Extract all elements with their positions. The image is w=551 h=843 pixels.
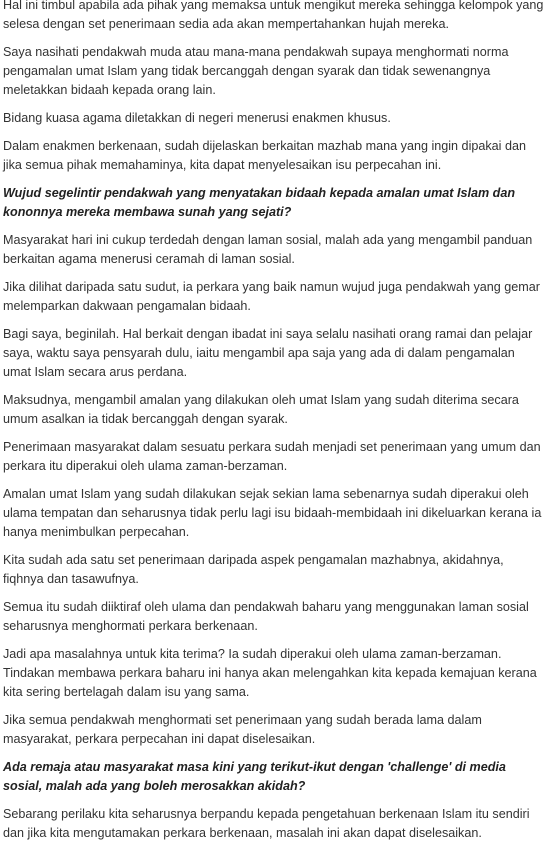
- paragraph: Bidang kuasa agama diletakkan di negeri menerusi enakmen khusus.: [3, 111, 391, 125]
- paragraph: Amalan umat Islam yang sudah dilakukan sejak sekian lama sebenarnya sudah diperakui oleh ulama tempatan dan seharusnya tidak perlu lagi isu bidaah-membidaah ini dikeluarkan kerana ia hanya menimbulkan perpecahan.: [3, 487, 542, 539]
- paragraph: Sebarang perilaku kita seharusnya berpandu kepada pengetahuan berkenaan Islam itu sendiri dan jika kita mengutamakan perkara berkenaan, masalah ini akan dapat diselesaikan.: [3, 807, 530, 840]
- paragraph: Jika semua pendakwah menghormati set penerimaan yang sudah berada lama dalam masyarakat, perkara perpecahan ini dapat diselesaikan.: [3, 713, 482, 746]
- interview-question: Wujud segelintir pendakwah yang menyatakan bidaah kepada amalan umat Islam dan kononnya mereka membawa sunah yang sejati?: [3, 186, 516, 219]
- paragraph: Jika dilihat daripada satu sudut, ia perkara yang baik namun wujud juga pendakwah yang gemar melemparkan dakwaan pengamalan bidaah.: [3, 280, 540, 313]
- paragraph: Kita sudah ada satu set penerimaan daripada aspek pengamalan mazhabnya, akidahnya, fiqhnya dan tasawufnya.: [3, 553, 504, 586]
- paragraph: Saya nasihati pendakwah muda atau mana-mana pendakwah supaya menghormati norma pengamalan umat Islam yang tidak bercanggah dengan syarak dan tidak sewenangnya meletakkan bidaah kepada orang lain.: [3, 45, 509, 97]
- paragraph: Dalam enakmen berkenaan, sudah dijelaskan berkaitan mazhab mana yang ingin dipakai dan jika semua pihak memahaminya, kita dapat menyelesaikan isu perpecahan ini.: [3, 139, 526, 172]
- paragraph: Jadi apa masalahnya untuk kita terima? Ia sudah diperakui oleh ulama zaman-berzaman. Tindakan membawa perkara baharu ini hanya akan melengahkan kita kepada kemajuan kerana kita sering bertelagah dalam isu yang sama.: [3, 647, 537, 699]
- paragraph: Bagi saya, beginilah. Hal berkait dengan ibadat ini saya selalu nasihati orang ramai dan pelajar saya, waktu saya pensyarah dulu, iaitu mengambil apa saja yang ada di dalam pengamalan umat Islam secara arus perdana.: [3, 327, 533, 379]
- paragraph: Semua itu sudah diiktiraf oleh ulama dan pendakwah baharu yang menggunakan laman sosial seharusnya menghormati perkara berkenaan.: [3, 600, 529, 633]
- paragraph: Penerimaan masyarakat dalam sesuatu perkara sudah menjadi set penerimaan yang umum dan perkara itu diperakui oleh ulama zaman-berzaman.: [3, 440, 541, 473]
- interview-question: Ada remaja atau masyarakat masa kini yang terikut-ikut dengan 'challenge' di media sosial, malah ada yang boleh merosakkan akidah?: [3, 760, 506, 793]
- paragraph: Masyarakat hari ini cukup terdedah dengan laman sosial, malah ada yang mengambil panduan berkaitan agama menerusi ceramah di laman sosial.: [3, 233, 533, 266]
- paragraph: Maksudnya, mengambil amalan yang dilakukan oleh umat Islam yang sudah diterima secara umum asalkan ia tidak bercanggah dengan syarak.: [3, 393, 519, 426]
- paragraph: Hal ini timbul apabila ada pihak yang memaksa untuk mengikut mereka sehingga kelompok yang selesa dengan set penerimaan sedia ada akan mempertahankan hujah mereka.: [3, 0, 544, 31]
